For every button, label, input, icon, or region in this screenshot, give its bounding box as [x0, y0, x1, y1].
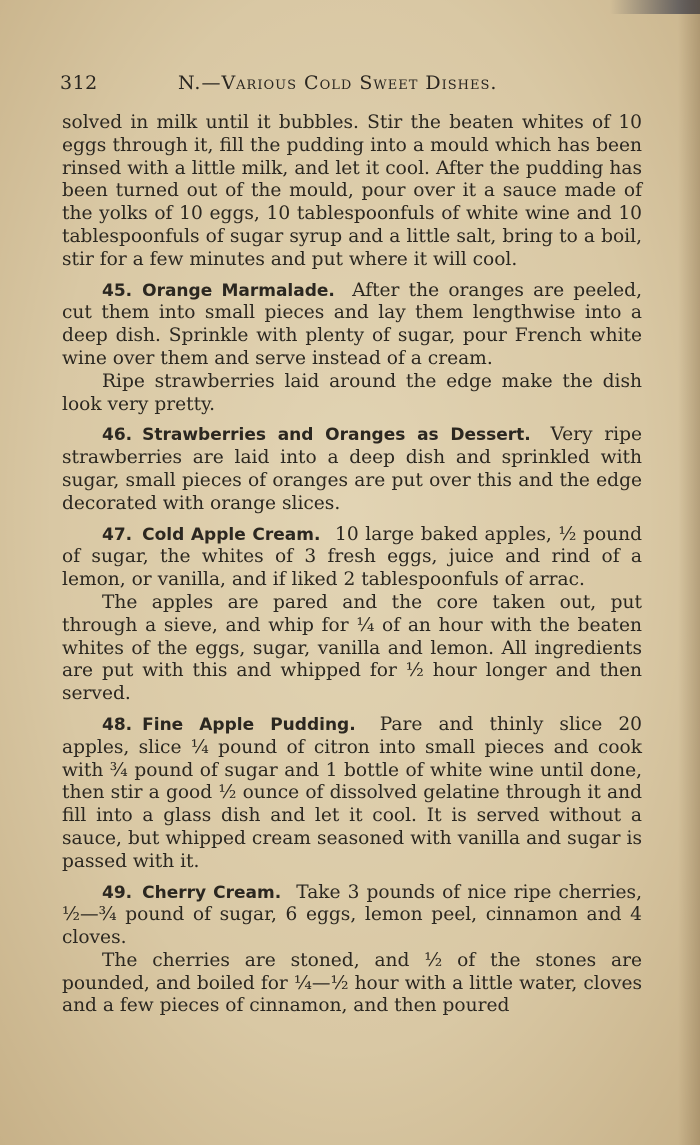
recipe-title: Orange Marmalade.: [142, 280, 335, 301]
recipe-number: 46.: [102, 425, 133, 446]
recipe-text: Pare and thinly slice 20 apples, slice ¼ pound of citron into small pieces and cook with ¾ pound of sugar and 1 bottle of white wine until done, then stir a good ½ ounce of dissolved gelatine through it and fill into a glass dish and let it cool. It is served without a sauce, but whipped cream seasoned with vanilla and sugar is passed with it.: [62, 713, 642, 872]
recipe-46: [62, 424, 642, 515]
recipe-title: Fine Apple Pudding.: [142, 714, 356, 735]
recipe-47: [62, 524, 642, 592]
recipe-title: Cold Apple Cream.: [142, 524, 321, 545]
recipe-title: Strawberries and Oranges as Dessert.: [142, 425, 531, 446]
paragraph: [62, 950, 642, 1018]
page-edge-shadow: [678, 0, 700, 1145]
paragraph-text: Ripe strawberries laid around the edge make the dish look very pretty.: [62, 370, 642, 415]
page-body: [62, 112, 642, 1018]
page-number: 312: [60, 72, 98, 94]
paragraph-continuation: [62, 112, 642, 272]
recipe-49: [62, 882, 642, 950]
recipe-number: 47.: [102, 524, 133, 545]
section-title: N.—Various Cold Sweet Dishes.: [178, 72, 498, 94]
recipe-number: 45.: [102, 280, 133, 301]
recipe-text: Very ripe strawberries are laid into a deep dish and sprinkled with sugar, small pieces of oranges are put over this and the edge decorated with orange slices.: [62, 424, 642, 514]
recipe-45: [62, 280, 642, 371]
recipe-text: 10 large baked apples, ½ pound of sugar, the whites of 3 fresh eggs, juice and rind of a lemon, or vanilla, and if liked 2 tablespoonfuls of arrac.: [62, 523, 643, 591]
paragraph-text: The apples are pared and the core taken out, put through a sieve, and whip for ¼ of an hour with the beaten whites of the eggs, sugar, vanilla and lemon. All ingredients are put with this and whipped for ½ hour longer and then served.: [62, 591, 642, 705]
recipe-text: After the oranges are peeled, cut them into small pieces and lay them lengthwise into a deep dish. Sprinkle with plenty of sugar, pour French white wine over them and serve instead of a cream.: [62, 279, 642, 369]
paragraph: [62, 371, 642, 417]
recipe-number: 49.: [102, 882, 133, 903]
paragraph: [62, 592, 642, 706]
recipe-title: Cherry Cream.: [142, 882, 282, 903]
recipe-48: [62, 714, 642, 874]
recipe-text: Take 3 pounds of nice ripe cherries, ½—¾ pound of sugar, 6 eggs, lemon peel, cinnamon and 4 cloves.: [62, 881, 642, 949]
paragraph-text: The cherries are stoned, and ½ of the stones are pounded, and boiled for ¼—½ hour with a little water, cloves and a few pieces of cinnamon, and then poured: [62, 949, 642, 1017]
paragraph-text: solved in milk until it bubbles. Stir the beaten whites of 10 eggs through it, fill the pudding into a mould which has been rinsed with a little milk, and let it cool. After the pudding has been turned out of the mould, pour over it a sauce made of the yolks of 10 eggs, 10 tablespoonfuls of white wine and 10 tablespoonfuls of sugar syrup and a little salt, bring to a boil, stir for a few minutes and put where it will cool.: [62, 112, 642, 270]
recipe-number: 48.: [102, 714, 133, 735]
